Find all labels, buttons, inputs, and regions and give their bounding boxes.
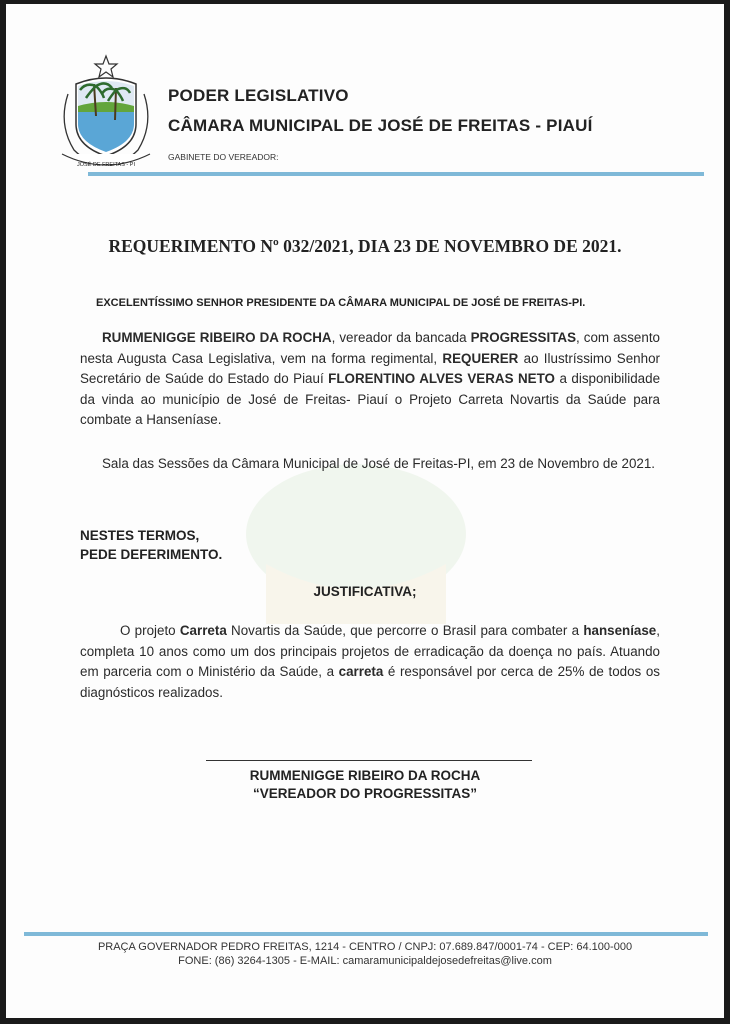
justification-heading: JUSTIFICATIVA; (313, 584, 417, 599)
footer-contact: FONE: (86) 3264-1305 - E-MAIL: camaramunicipaldejosedefreitas@live.com (178, 955, 552, 967)
header-line-3: GABINETE DO VEREADOR: (168, 152, 279, 162)
footer-divider (24, 932, 708, 936)
secretary-name: FLORENTINO ALVES VERAS NETO (328, 371, 555, 386)
document-title: REQUERIMENTO Nº 032/2021, DIA 23 DE NOVEMBRO DE 2021. (108, 236, 622, 256)
councilor-name: RUMMENIGGE RIBEIRO DA ROCHA (102, 330, 332, 345)
request-paragraph: RUMMENIGGE RIBEIRO DA ROCHA, vereador da bancada PROGRESSITAS, com assento nesta Augusta Casa Legislativa, vem na forma regimental, REQUERER ao Ilustríssimo Senhor Secretário de Saúde do Estado do Piauí FLORENTINO ALVES VERAS NETO a disponibilidade da vinda ao município de José de Freitas- Piauí o Projeto Carreta Novartis da Saúde para combate a Hanseníase. (80, 330, 661, 427)
signature-name: RUMMENIGGE RIBEIRO DA ROCHA (249, 768, 481, 783)
seal-text: JOSÉ DE FREITAS - PI (77, 162, 135, 168)
session-paragraph: Sala das Sessões da Câmara Municipal de José de Freitas-PI, em 23 de Novembro de 2021. (102, 456, 656, 471)
closing-line-2: PEDE DEFERIMENTO. (80, 547, 223, 562)
request-verb: REQUERER (442, 350, 519, 366)
justification-paragraph: O projeto Carreta Novartis da Saúde, que percorre o Brasil para combater a hanseníase, completa 10 anos como um dos principais projetos de erradicação da doença no país. Atuando em parceria com o Ministério da Saúde, a carreta é responsável por cerca de 25% de todos os diagnósticos realizados. (80, 623, 660, 700)
header-divider (88, 172, 704, 176)
closing-line-1: NESTES TERMOS, (80, 528, 200, 543)
footer-address: PRAÇA GOVERNADOR PEDRO FREITAS, 1214 - CENTRO / CNPJ: 07.689.847/0001-74 - CEP: 64.100-000 (97, 941, 633, 953)
header-line-1: PODER LEGISLATIVO (168, 86, 349, 105)
header-line-2: CÂMARA MUNICIPAL DE JOSÉ DE FREITAS - PIAUÍ (168, 116, 593, 135)
party-name: PROGRESSITAS (470, 330, 576, 345)
document-page (6, 4, 724, 1018)
closing-block (80, 526, 222, 564)
signature-line (206, 760, 532, 761)
signature-role: “VEREADOR DO PROGRESSITAS” (252, 786, 478, 801)
municipal-seal-icon (54, 54, 158, 174)
addressee: EXCELENTÍSSIMO SENHOR PRESIDENTE DA CÂMARA MUNICIPAL DE JOSÉ DE FREITAS-PI. (96, 297, 586, 309)
